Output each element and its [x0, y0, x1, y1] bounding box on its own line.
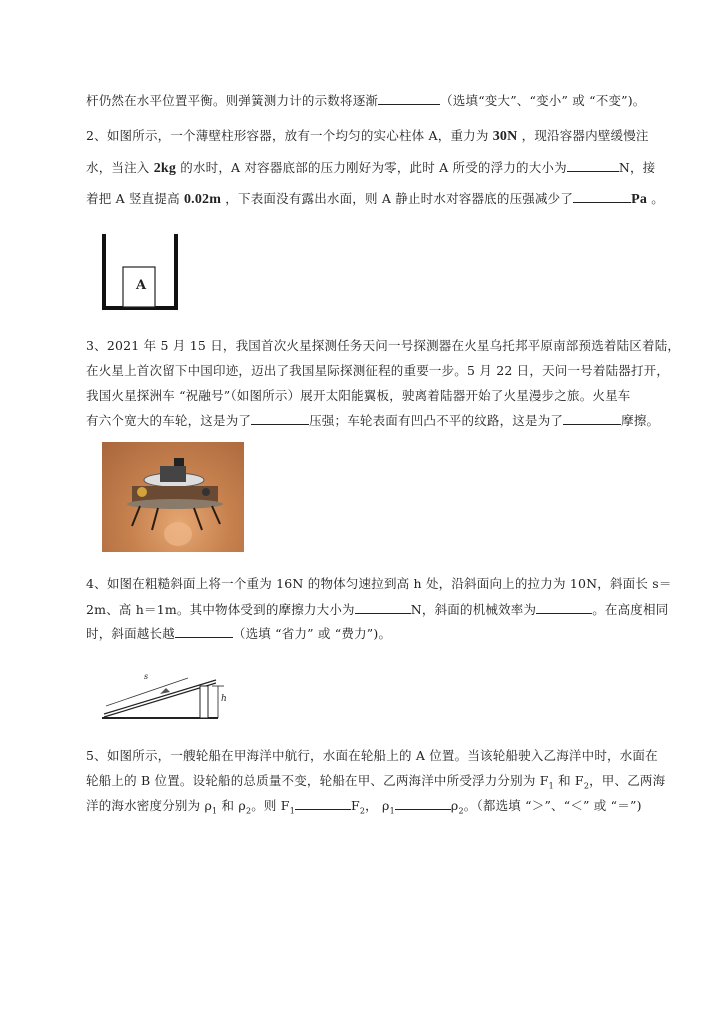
text: （选填 “省力” 或 “费力”)。	[232, 626, 392, 641]
text: 。在高度相同	[592, 602, 669, 617]
text: F	[350, 798, 360, 813]
q2-line-2	[86, 159, 655, 177]
text: 摩擦。	[621, 413, 660, 428]
text: 着把 A 竖直提高	[86, 191, 184, 206]
slope-length-label: s	[144, 672, 149, 681]
text: 和 ρ	[217, 798, 246, 813]
q1-line-1	[86, 92, 645, 109]
answer-blank-force-compare[interactable]	[295, 797, 351, 810]
q2-line-3	[86, 190, 664, 208]
text: ，甲、乙两海	[589, 773, 666, 788]
q4-line-1: 4、如图在粗糙斜面上将一个重为 16N 的物体匀速拉到高 h 处，沿斜面向上的拉力为 10N，斜面长 s＝	[86, 576, 672, 591]
subscript: 2	[245, 806, 252, 816]
answer-blank[interactable]	[175, 625, 233, 638]
subscript: 1	[212, 806, 218, 816]
text: 。则 F	[251, 798, 290, 813]
q3-line-1: 3、2021 年 5 月 15 日，我国首次火星探测任务天问一号探测器在火星乌托邦平原南部预选着陆区着陆，	[86, 338, 681, 353]
text: 。	[647, 191, 664, 206]
q5-line-1: 5、如图所示，一艘轮船在甲海洋中航行，水面在轮船上的 A 位置。当该轮船驶入乙海洋中时，水面在	[86, 748, 658, 763]
answer-blank-buoyancy[interactable]	[567, 159, 619, 172]
text: 杆仍然在水平位置平衡。则弹簧测力计的示数将逐渐	[86, 93, 379, 108]
answer-blank[interactable]	[563, 412, 621, 425]
subscript: 2	[359, 806, 366, 816]
subscript: 1	[289, 806, 295, 816]
subscript: 1	[389, 806, 395, 816]
answer-blank-pressure[interactable]	[573, 190, 631, 203]
text: 。（都选填 “＞”、“＜” 或 “＝”)	[463, 798, 642, 813]
text: ，现沿容器内壁缓慢注	[517, 128, 649, 143]
answer-blank[interactable]	[378, 92, 440, 105]
text: （选填“变大”、“变小” 或 “不变”)。	[440, 93, 646, 108]
q5-line-2	[86, 773, 665, 795]
q3-line-3: 我国火星探洲车 “祝融号”（如图所示）展开太阳能翼板，驶离着陆器开始了火星漫步之旅。火星车	[86, 388, 631, 403]
text: N，斜面的机械效率为	[410, 602, 537, 617]
answer-blank-friction[interactable]	[355, 601, 411, 614]
answer-blank-density-compare[interactable]	[395, 797, 451, 810]
text: 的水时，A 对容器底部的压力刚好为零，此时 A 所受的浮力的大小为	[176, 160, 567, 175]
text: ρ	[450, 798, 459, 813]
text: 洋的海水密度分别为 ρ	[86, 798, 213, 813]
q2-line-1	[86, 128, 649, 145]
text: 和 F	[553, 773, 584, 788]
height-value: 0.02m	[183, 192, 222, 207]
answer-blank[interactable]	[251, 412, 309, 425]
q5-line-3	[86, 797, 642, 820]
answer-blank-efficiency[interactable]	[536, 601, 592, 614]
q3-line-2: 在火星上首次留下中国印迹，迈出了我国星际探测征程的重要一步。5 月 22 日，天问一号着陆器打开，	[86, 363, 670, 378]
height-label: h	[221, 694, 227, 704]
text: 有六个宽大的车轮，这是为了	[86, 413, 252, 428]
text: 2m、高 h＝1m。其中物体受到的摩擦力大小为	[86, 602, 355, 617]
text: N，接	[618, 160, 656, 175]
unit: Pa	[631, 192, 648, 207]
q4-line-3	[86, 625, 391, 642]
text: 2、如图所示，一个薄壁柱形容器，放有一个均匀的实心柱体 A，重力为	[86, 128, 493, 143]
subscript: 2	[458, 806, 464, 816]
text: ，下表面没有露出水面，则 A 静止时水对容器底的压强减少了	[221, 191, 574, 206]
inclined-plane-figure	[100, 662, 235, 722]
mass-value: 2kg	[153, 161, 177, 176]
text: 水，当注入	[86, 160, 154, 175]
container-figure	[100, 230, 182, 312]
subscript: 2	[583, 781, 590, 791]
text: 时，斜面越长越	[86, 626, 175, 641]
block-label: A	[136, 278, 147, 293]
text: ， ρ	[365, 798, 390, 813]
q3-line-4	[86, 412, 659, 429]
q4-line-2	[86, 601, 668, 618]
subscript: 1	[548, 781, 554, 791]
text: 轮船上的 B 位置。设轮船的总质量不变，轮船在甲、乙两海洋中所受浮力分别为 F	[86, 773, 549, 788]
mars-lander-photo	[102, 442, 244, 552]
text: 压强；车轮表面有凹凸不平的纹路，这是为了	[309, 413, 564, 428]
weight-value: 30N	[492, 129, 518, 144]
